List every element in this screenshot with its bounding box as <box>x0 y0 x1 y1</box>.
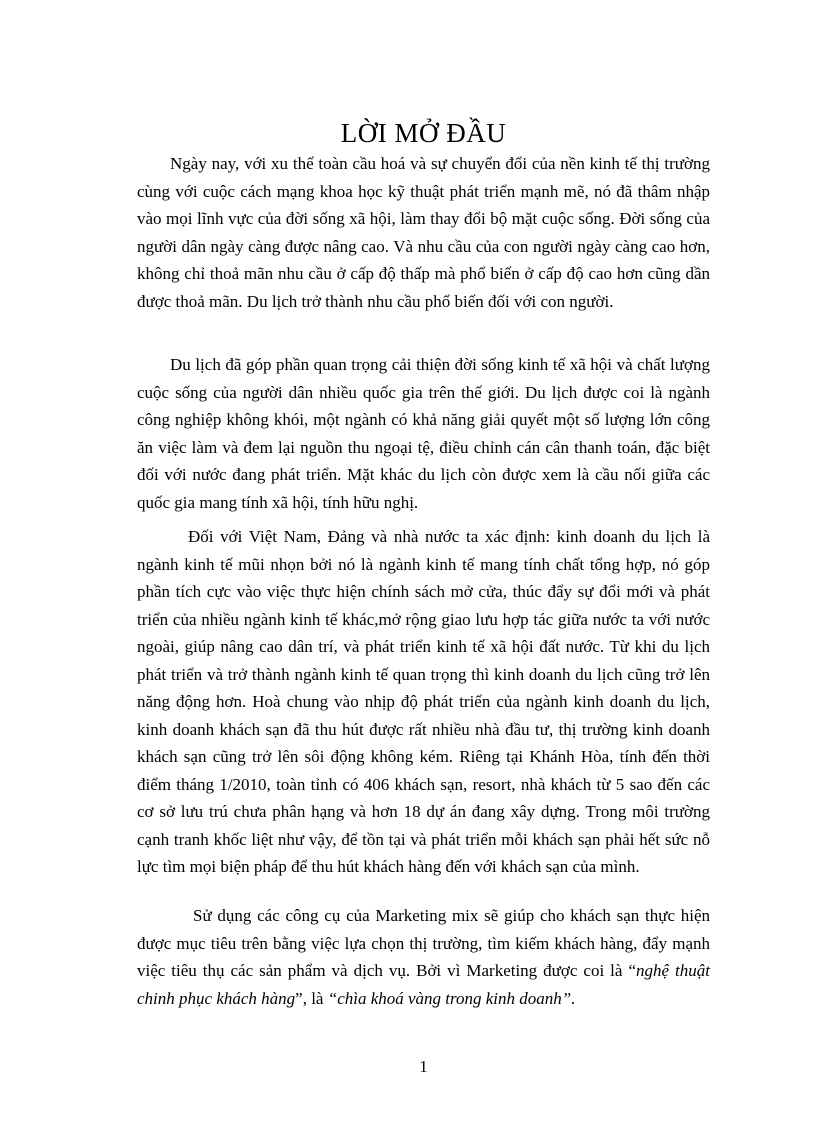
paragraph-4-text-between: ”, là <box>295 988 328 1008</box>
paragraph-3: Đối với Việt Nam, Đảng và nhà nước ta xác định: kinh doanh du lịch là ngành kinh tế mũi nhọn bởi nó là ngành kinh tế mang tính chất tổng hợp, nó góp phần tích cực vào việc thực hiện chính sách mở cửa, thúc đẩy sự đổi mới và phát triển của nhiều ngành kinh tế khác,mở rộng giao lưu hợp tác giữa nước ta với nước ngoài, giúp nâng cao dân trí, và phát triển kinh tế xã hội đất nước. Từ khi du lịch phát triển và trở thành ngành kinh tế quan trọng thì kinh doanh du lịch cũng trở lên năng động hơn. Hoà chung vào nhịp độ phát triển của ngành kinh doanh du lịch, kinh doanh khách sạn đã thu hút được rất nhiều nhà đầu tư, thị trường kinh doanh khách sạn cũng trở lên sôi động không kém. Riêng tại Khánh Hòa, tính đến thời điểm tháng 1/2010, toàn tỉnh có 406 khách sạn, resort, nhà khách từ 5 sao đến các cơ sở lưu trú chưa phân hạng và hơn 18 dự án đang xây dựng. Trong môi trường cạnh tranh khốc liệt như vậy, để tồn tại và phát triển mỗi khách sạn phải hết sức nỗ lực tìm mọi biện pháp để thu hút khách hàng đến với khách sạn của mình. <box>137 527 710 876</box>
page-number: 1 <box>419 1057 428 1076</box>
paragraph-4-quote-2: “chìa khoá vàng trong kinh doanh”. <box>327 988 576 1008</box>
paragraph-4-quote-1: nghệ thuật chinh phục khách hàng <box>137 961 710 1008</box>
paragraph-2: Du lịch đã góp phần quan trọng cải thiện đời sống kinh tế xã hội và chất lượng cuộc sống của người dân nhiều quốc gia trên thế giới. Du lịch được coi là ngành công nghiệp không khói, một ngành có khả năng giải quyết một số lượng lớn công ăn việc làm và đem lại nguồn thu ngoại tệ, điều chỉnh cán cân thanh toán, đặc biệt đối với nước đang phát triển. Mặt khác du lịch còn được xem là cầu nối giữa các quốc gia mang tính xã hội, tính hữu nghị. <box>137 355 710 512</box>
paragraph-4-text-before: Sử dụng các công cụ của Marketing mix sẽ giúp cho khách sạn thực hiện được mục tiêu trên bằng việc lựa chọn thị trường, tìm kiếm khách hàng, đẩy mạnh việc tiêu thụ các sản phẩm và dịch vụ. Bởi vì Marketing được coi là “ <box>137 906 710 980</box>
paragraph-1: Ngày nay, với xu thế toàn cầu hoá và sự chuyển đổi của nền kinh tế thị trường cùng với cuộc cách mạng khoa học kỹ thuật phát triển mạnh mẽ, nó đã thâm nhập vào mọi lĩnh vực của đời sống xã hội, làm thay đổi bộ mặt cuộc sống. Đời sống của người dân ngày càng được nâng cao. Và nhu cầu của con người ngày càng cao hơn, không chỉ thoả mãn nhu cầu ở cấp độ thấp mà phổ biến ở cấp độ cao hơn cũng dần được thoả mãn. Du lịch trở thành nhu cầu phổ biến đối với con người. <box>137 154 710 311</box>
document-page <box>137 0 710 1123</box>
paragraph-4 <box>137 902 710 1012</box>
page-title: LỜI MỞ ĐẦU <box>340 118 507 148</box>
